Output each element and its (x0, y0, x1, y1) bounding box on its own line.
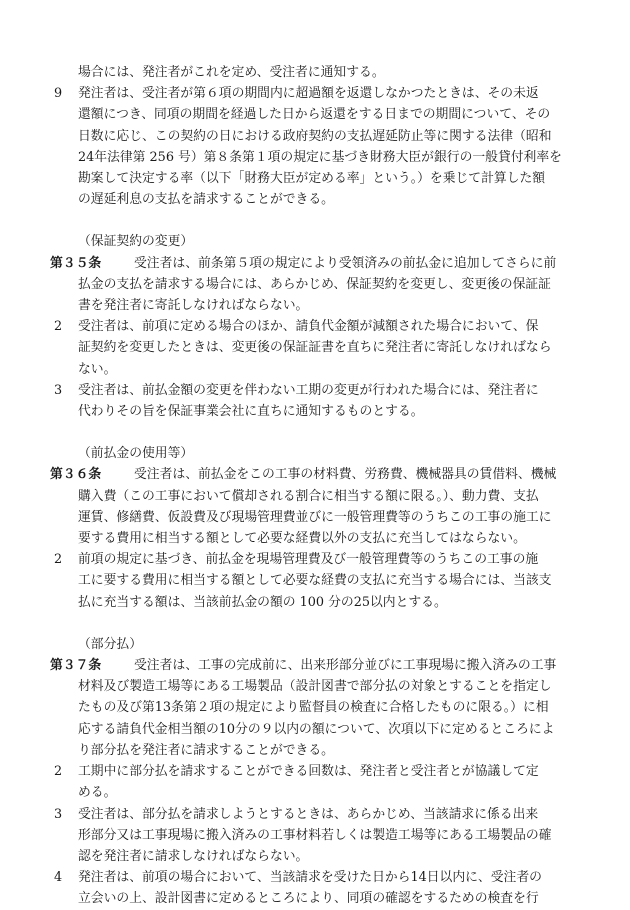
text-line: 受注者は、前項に定める場合のほか、請負代金額が減額された場合において、保 (78, 319, 539, 335)
article-36-item-2 (54, 549, 594, 613)
text-line: 工に要する費用に相当する額として必要な経費の支払に充当する場合には、当該支 (78, 573, 552, 589)
text-line: 払に充当する額は、当該前払金の額の 100 分の25以内とする。 (78, 594, 447, 610)
article-35-heading: （保証契約の変更） (78, 234, 194, 250)
text-line: 払金の支払を請求する場合には、あらかじめ、保証契約を変更し、変更後の保証証 (78, 276, 551, 292)
spacer (64, 613, 594, 634)
text-line: 要する費用に相当する額として必要な経費以外の支払に充当してはならない。 (78, 531, 526, 547)
item-number: 3 (54, 382, 63, 398)
text-line: 代わりその旨を保証事業会社に直ちに通知するものとする。 (78, 404, 424, 420)
item-number: 2 (54, 764, 63, 780)
text-line: める。 (78, 785, 117, 801)
article-number: 第３５条 (50, 255, 102, 271)
article-text: 受注者は、工事の完成前に、出来形部分並びに工事現場に搬入済みの工事 (134, 658, 557, 674)
spacer (64, 210, 594, 231)
item-number: 2 (54, 319, 63, 335)
item-number: 9 (54, 86, 63, 102)
text-line (50, 253, 594, 274)
spacer (64, 422, 594, 443)
text-line: 形部分又は工事現場に搬入済みの工事材料若しくは製造工場等にある工場製品の確 (78, 827, 552, 843)
article-37-item-3 (54, 804, 594, 868)
article-number: 第３６条 (50, 467, 102, 483)
article-37-heading: （部分払） (78, 636, 142, 652)
article-36-heading: （前払金の使用等） (78, 446, 194, 462)
text-line: たもの及び第13条第２項の規定により監督員の検査に合格したものに限る。）に相 (78, 700, 549, 716)
text-line: 応する請負代金相当額の10分の９以内の額について、次項以下に定めるところによ (78, 721, 555, 737)
article-35-item-3 (54, 380, 594, 422)
item-number: 2 (54, 552, 63, 568)
text-line: 運賃、修繕費、仮設費及び現場管理費並びに一般管理費等のうちこの工事の施工に (78, 509, 552, 525)
text-line (50, 655, 594, 676)
article-34-item-9 (54, 83, 594, 210)
text-line: 発注者は、受注者が第６項の期間内に超過額を返還しなかつたときは、その未返 (78, 86, 539, 102)
text-line: 購入費（この工事において償却される割合に相当する額に限る。）、動力費、支払 (78, 488, 539, 504)
text-line: 証契約を変更したときは、変更後の保証証書を直ちに発注者に寄託しなければなら (78, 340, 552, 356)
item-number: 3 (54, 806, 63, 822)
text-line: り部分払を発注者に請求することができる。 (78, 742, 334, 758)
text-line: 書を発注者に寄託しなければならない。 (78, 298, 309, 314)
text-line: 日数に応じ、この契約の日における政府契約の支払遅延防止等に関する法律（昭和 (78, 128, 552, 144)
text-line: 発注者は、前項の場合において、当該請求を受けた日から14日以内に、受注者の (78, 870, 542, 886)
text-line: 材料及び製造工場等にある工場製品（設計図書で部分払の対象とすることを指定し (78, 679, 552, 695)
text-line: ない。 (78, 361, 117, 377)
text-line: 受注者は、部分払を請求しようとするときは、あらかじめ、当該請求に係る出来 (78, 806, 539, 822)
article-text: 受注者は、前払金をこの工事の材料費、労務費、機械器具の賃借料、機械 (134, 467, 557, 483)
text-line: 工期中に部分払を請求することができる回数は、発注者と受注者とが協議して定 (78, 764, 539, 780)
item-number: 4 (54, 870, 63, 886)
article-35-item-2 (54, 316, 594, 380)
article-37-item-4 (54, 867, 594, 909)
text-line: 受注者は、前払金額の変更を伴わない工期の変更が行われた場合には、発注者に (78, 382, 539, 398)
article-37 (50, 655, 594, 761)
article-35 (50, 253, 594, 317)
article-number: 第３７条 (50, 658, 102, 674)
text-line: 24年法律第 256 号）第８条第１項の規定に基づき財務大臣が銀行の一般貸付利率を (78, 149, 562, 165)
text-line: 場合には、発注者がこれを定め、受注者に通知する。 (78, 65, 385, 80)
text-line: の遅延利息の支払を請求することができる。 (78, 192, 334, 208)
text-line: 立会いの上、設計図書に定めるところにより、同項の確認をするための検査を行 (78, 891, 539, 907)
text-line: 還額につき、同項の期間を経過した日から返還をする日までの期間について、その (78, 107, 551, 123)
text-line (50, 464, 594, 485)
article-text: 受注者は、前条第５項の規定により受領済みの前払金に追加してさらに前 (134, 255, 557, 271)
article-34-continuation (64, 62, 594, 83)
text-line: 前項の規定に基づき、前払金を現場管理費及び一般管理費等のうちこの工事の施 (78, 552, 539, 568)
text-line: 勘案して決定する率（以下「財務大臣が定める率」という。）を乗じて計算した額 (78, 171, 546, 187)
article-36 (50, 464, 594, 549)
text-line: 認を発注者に請求しなければならない。 (78, 848, 309, 864)
article-37-item-2 (54, 761, 594, 803)
